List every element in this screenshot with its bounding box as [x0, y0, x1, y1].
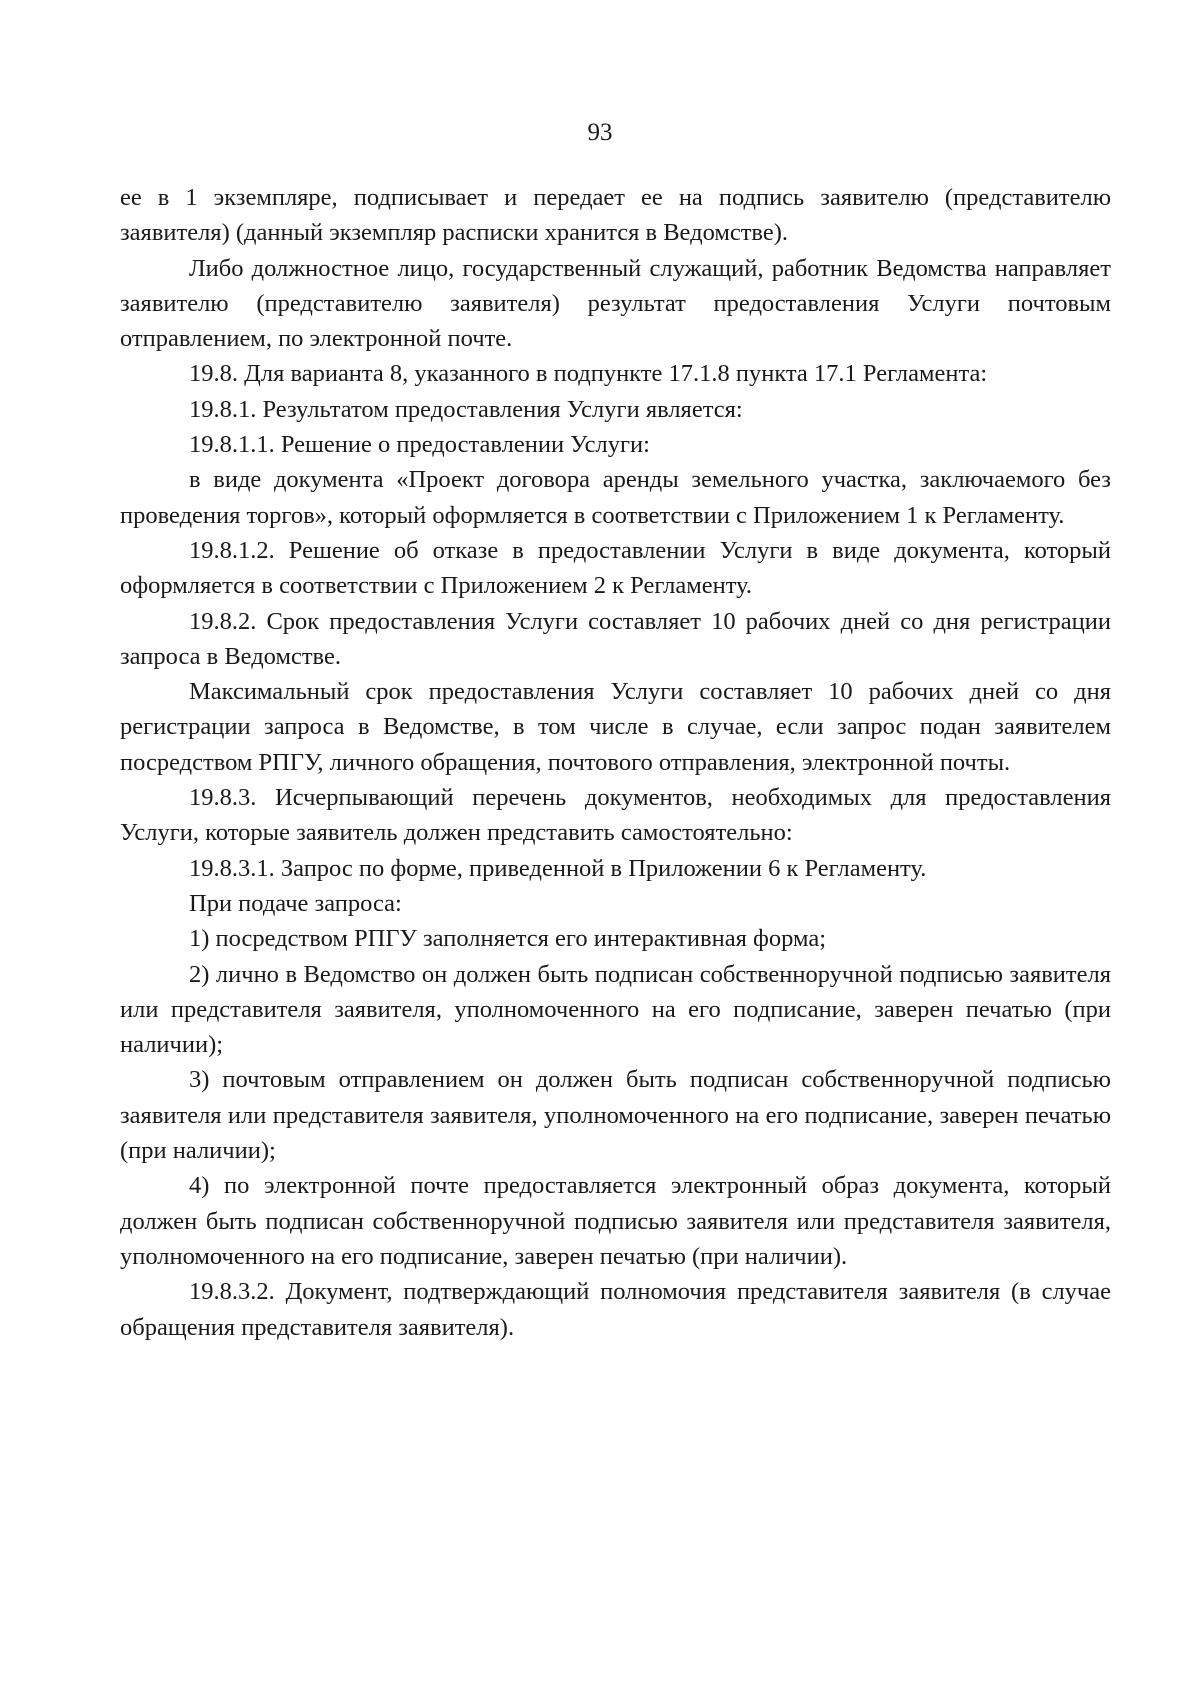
paragraph: 19.8.3. Исчерпывающий перечень документов, необходимых для предоставления Услуги, которые заявитель должен представить самостоятельно: [120, 784, 1111, 847]
paragraph: Либо должностное лицо, государственный служащий, работник Ведомства направляет заявителю (представителю заявителя) результат предоставления Услуги почтовым отправлением, по электронной почте. [120, 254, 1111, 353]
page-number: 93 [587, 119, 613, 146]
document-body [120, 180, 1111, 1345]
paragraph: 19.8.1.2. Решение об отказе в предоставлении Услуги в виде документа, который оформляется в соответствии с Приложением 2 к Регламенту. [120, 536, 1111, 600]
paragraph: 19.8.3.2. Документ, подтверждающий полномочия представителя заявителя (в случае обращения представителя заявителя). [120, 1278, 1111, 1341]
paragraph: ее в 1 экземпляре, подписывает и передает ее на подпись заявителю (представителю заявителя) (данный экземпляр расписки хранится в Ведомстве). [120, 184, 1111, 247]
paragraph: 19.8. Для варианта 8, указанного в подпункте 17.1.8 пункта 17.1 Регламента: [189, 360, 988, 388]
paragraph: в виде документа «Проект договора аренды земельного участка, заключаемого без проведения торгов», который оформляется в соответствии с Приложением 1 к Регламенту. [120, 466, 1111, 529]
paragraph: 19.8.1. Результатом предоставления Услуги является: [189, 395, 743, 423]
paragraph: Максимальный срок предоставления Услуги составляет 10 рабочих дней со дня регистрации запроса в Ведомстве, в том числе в случае, если запрос подан заявителем посредством РПГУ, личного обращения, почтового отправления, электронной почты. [120, 678, 1111, 776]
paragraph: 19.8.2. Срок предоставления Услуги составляет 10 рабочих дней со дня регистрации запроса в Ведомстве. [120, 607, 1111, 670]
paragraph: 2) лично в Ведомство он должен быть подписан собственноручной подписью заявителя или представителя заявителя, уполномоченного на его подписание, заверен печатью (при наличии); [120, 960, 1111, 1059]
paragraph: 3) почтовым отправлением он должен быть подписан собственноручной подписью заявителя или представителя заявителя, уполномоченного на его подписание, заверен печатью (при наличии); [120, 1066, 1111, 1165]
paragraph: При подаче запроса: [189, 889, 402, 917]
paragraph: 19.8.3.1. Запрос по форме, приведенной в Приложении 6 к Регламенту. [189, 854, 927, 882]
paragraph: 19.8.1.1. Решение о предоставлении Услуги: [189, 431, 650, 459]
paragraph: 4) по электронной почте предоставляется электронный образ документа, который должен быть подписан собственноручной подписью заявителя или представителя заявителя, уполномоченного на его подписание, заверен печатью (при наличии). [120, 1172, 1111, 1270]
paragraph: 1) посредством РПГУ заполняется его интерактивная форма; [189, 925, 826, 953]
